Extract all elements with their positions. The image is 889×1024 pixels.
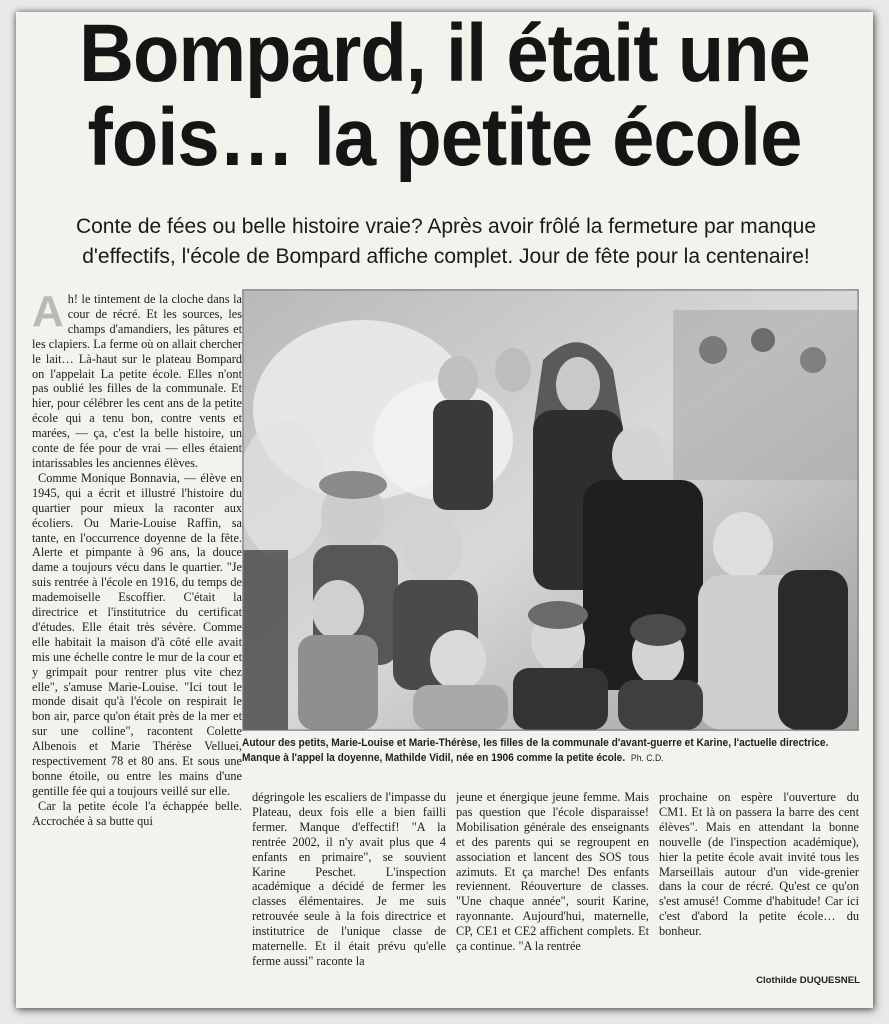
newspaper-clipping bbox=[16, 12, 873, 1008]
article-paragraph: Car la petite école l'a échappée belle. Accrochée à sa butte qui bbox=[32, 798, 242, 828]
headline-line-2: fois… la petite école bbox=[87, 91, 802, 184]
article-column-4 bbox=[659, 790, 859, 976]
drop-cap: A bbox=[32, 292, 64, 336]
article-column-1 bbox=[32, 292, 242, 992]
article-column-2 bbox=[252, 790, 446, 990]
article-paragraph: h! le tintement de la cloche dans la cour de récré. Et les sources, les champs d'amandiers, les pâtures et les clapiers. La ferme où on allait chercher le lait… Là-haut sur le plateau Bompard on l'appelait La petite école. Elles n'ont pas oublié les filles de la communale. Et hier, pour célébrer les cent ans de la petite école qui a tenu bon, contre vents et marées, — ça, c'est la belle histoire, un conte de fée pour de vrai — elles étaient intarissables les anciennes élèves. bbox=[32, 292, 242, 470]
headline bbox=[16, 12, 873, 184]
subheadline: Conte de fées ou belle histoire vraie? Après avoir frôlé la fermeture par manque d'effectifs, l'école de Bompard affiche complet. Jour de fête pour la centenaire! bbox=[75, 215, 817, 268]
photo-credit: Ph. C.D. bbox=[630, 753, 664, 763]
caption-text: Autour des petits, Marie-Louise et Marie-Thérèse, les filles de la communale d'avant-guerre et Karine, l'actuelle directrice. Manque à l'appel la doyenne, Mathilde Vidil, née en 1906 comme la petite école. bbox=[242, 737, 829, 764]
article-paragraph: jeune et énergique jeune femme. Mais pas question que l'école disparaisse! Mobilisation générale des enseignants et des parents qui se regroupent en association et lancent des SOS tous azimuts. Et ça marche! Des enfants reviennent. Réouverture de classes. "Une chaque année", sourit Karine, rayonnante. Aujourd'hui, maternelle, CP, CE1 et CE2 affichent complets. Et ça continue. "A la rentrée bbox=[456, 790, 649, 954]
group-photo-illustration bbox=[243, 290, 858, 730]
article-paragraph: dégringole les escaliers de l'impasse du Plateau, deux fois elle a bien failli fermer. Manque d'effectif! "A la rentrée 2002, il n'y avait plus que 4 enfants en primaire", se souvient Karine Peschet. L'inspection académique a décidé de fermer les classes élémentaires. Je me suis retrouvée seule à la fois directrice et institutrice de l'unique classe de maternelle. Et il était prévu qu'elle ferme aussi" raconte la bbox=[252, 790, 446, 968]
author-byline: Clothilde DUQUESNEL bbox=[756, 975, 860, 986]
photo-caption bbox=[242, 736, 832, 766]
article-photo bbox=[242, 289, 859, 731]
headline-line-1: Bompard, il était une bbox=[79, 12, 810, 100]
article-paragraph: prochaine on espère l'ouverture du CM1. Et là on passera la barre des cent élèves". Mais en attendant la bonne nouvelle (de l'inspection académique), hier la petite école avait invité tous les Marseillais autour d'un vide-grenier dans la cour de récré. Qu'est ce qu'on s'est amusé! Comme d'habitude! Car ici c'est d'abord la petite école… du bonheur. bbox=[659, 790, 859, 939]
article-column-3 bbox=[456, 790, 649, 990]
article-paragraph: Comme Monique Bonnavia, — élève en 1945, qui a écrit et illustré l'histoire du quartier pour mieux la raconter aux écoliers. Ou Marie-Louise Raffin, sa tante, en l'occurrence doyenne de la fête. Alerte et pimpante à 96 ans, la douce dame a toujours vécu dans le quartier. "Je suis rentrée à l'école en 1916, du temps de mademoiselle Escoffier. C'était la directrice et l'institutrice du certificat d'études. Elle était très sévère. Comme elle habitait la maison d'à côté elle avait mis une échelle contre le mur de la cour et y grimpait pour rentrer plus vite chez elle", s'amuse Marie-Louise. "Ici tout le monde disait qu'à l'école on respirait le bon air, parce qu'on était près de la mer et sur une colline", racontent Colette Albenois et Marie Thérèse Velluei, respectivement 78 et 80 ans. Et sous une bonne étoile, ou entre les mains d'une gentille fée qui a toujours veillé sur elle. bbox=[32, 470, 242, 798]
